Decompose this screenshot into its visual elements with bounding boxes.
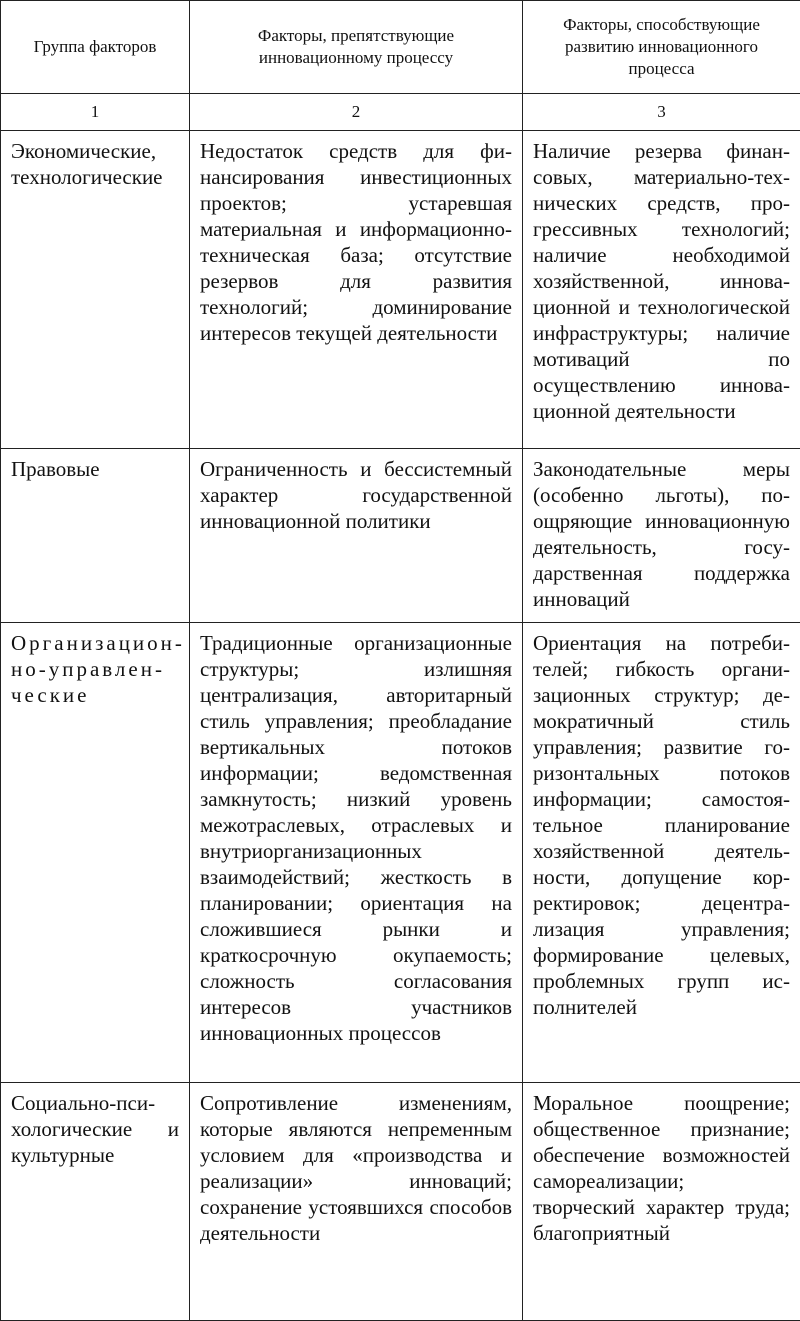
header-group: Группа факторов: [1, 1, 190, 94]
table-row: [1, 623, 800, 1083]
drivers-cell: Наличие резерва финансовых, материально-технических средств, прогрессивных технологий; наличие необходимой хозяйственной, инновационной и технологической инфраструктуры; наличие мотиваций по осуществлению инновационной деятельности: [523, 131, 800, 449]
header-obstacles: Факторы, препятствующие инновационному процессу: [190, 1, 523, 94]
obstacles-cell: Традиционные организационные структуры; излишняя централизация, авторитарный стиль управления; преобладание вертикальных потоков информации; ведомственная замкнутость; низкий уровень межотраслевых, отраслевых и внутриорганизационных взаимодействий; жесткость в планировании; ориентация на сложившиеся рынки и краткосрочную окупаемость; сложность согласования интересов участников инновационных процессов: [190, 623, 523, 1083]
obstacles-cell: Сопротивление изменениям, которые являются непременным условием для «производства и реализации» инноваций; сохранение устоявшихся способов деятельности: [190, 1083, 523, 1321]
drivers-cell: Законодательные меры (особенно льготы), поощряющие инновационную деятельность, государственная поддержка инноваций: [523, 449, 800, 623]
column-number: 1: [1, 94, 190, 131]
table-row: [1, 1083, 800, 1321]
group-cell: Экономические, технологические: [1, 131, 190, 449]
group-cell: Организационно-управленческие: [1, 623, 190, 1083]
header-drivers: Факторы, способствующие развитию инновационного процесса: [523, 1, 800, 94]
header-row: [1, 1, 800, 94]
drivers-cell: Ориентация на потребителей; гибкость организационных структур; демократичный стиль управления; развитие горизонтальных потоков информации; самостоятельное планирование хозяйственной деятельности, допущение корректировок; децентрализация управления; формирование целевых, проблемных групп исполнителей: [523, 623, 800, 1083]
column-number: 2: [190, 94, 523, 131]
group-cell: Социально-психологические и культурные: [1, 1083, 190, 1321]
table-row: [1, 131, 800, 449]
drivers-cell: Моральное поощрение; общественное признание; обеспечение возможностей самореализации; творческий характер труда; благоприятный: [523, 1083, 800, 1321]
obstacles-cell: Ограниченность и бессистемный характер государственной инновационной политики: [190, 449, 523, 623]
column-number-row: [1, 94, 800, 131]
column-number: 3: [523, 94, 800, 131]
table-row: [1, 449, 800, 623]
obstacles-cell: Недостаток средств для финансирования инвестиционных проектов; устаревшая материальная и информационно-техническая база; отсутствие резервов для развития технологий; доминирование интересов текущей деятельности: [190, 131, 523, 449]
group-cell: Правовые: [1, 449, 190, 623]
